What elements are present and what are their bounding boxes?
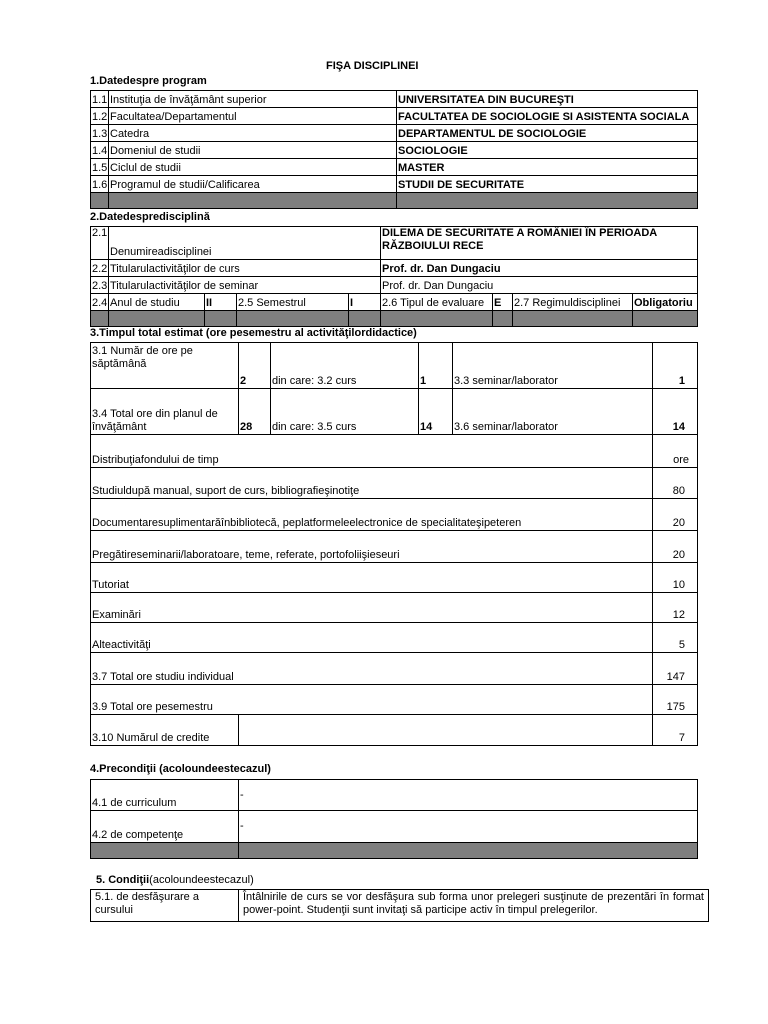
table-row (91, 227, 698, 260)
precondition-value: - (239, 780, 698, 811)
total-plan-hours-value: 28 (239, 389, 271, 435)
gray-separator-row (91, 311, 698, 327)
activity-hours: 20 (653, 531, 698, 563)
course-name-line-2: RĂZBOIULUI RECE (382, 240, 484, 252)
table-row (91, 811, 698, 843)
table-row (91, 294, 698, 311)
gray-separator-row (91, 843, 698, 859)
row-label: Ciclul de studii (109, 159, 397, 176)
year-value: II (205, 294, 237, 311)
table-row (91, 653, 698, 685)
activity-label: Studiuldupă manual, suport de curs, bibliografieşinotiţe (91, 468, 653, 499)
time-distribution-label: Distribuţiafondului de timp (91, 435, 653, 468)
activity-hours: 5 (653, 623, 698, 653)
evaluation-value: E (493, 294, 513, 311)
precondition-label: 4.2 de competenţe (91, 811, 239, 843)
total-individual-label: 3.7 Total ore studiu individual (91, 653, 653, 685)
credits-value: 7 (653, 715, 698, 746)
credits-label: 3.10 Numărul de credite (91, 715, 239, 746)
row-number: 2.4 (91, 294, 109, 311)
row-label: Titularulactivităţilor de curs (109, 260, 381, 277)
row-number: 1.3 (91, 125, 109, 142)
seminar-hours-value: 1 (653, 343, 698, 389)
row-number: 1.4 (91, 142, 109, 159)
evaluation-label: 2.6 Tipul de evaluare (381, 294, 493, 311)
row-label: Titularulactivităţilor de seminar (109, 277, 381, 294)
total-semester-value: 175 (653, 685, 698, 715)
section-3-heading: 3.Timpul total estimat (ore pesemestru al activităţilordidactice) (90, 327, 417, 339)
row-label: Facultatea/Departamentul (109, 108, 397, 125)
table-row (91, 125, 698, 142)
table-row (91, 260, 698, 277)
section-1-table (90, 90, 698, 209)
course-total-label: din care: 3.5 curs (271, 389, 419, 435)
row-value: UNIVERSITATEA DIN BUCUREŞTI (397, 91, 698, 108)
row-value: Prof. dr. Dan Dungaciu (381, 260, 698, 277)
precondition-value: - (239, 811, 698, 843)
condition-value: Întâlnirile de curs se vor desfăşura sub forma unor prelegeri susţinute de prezentări în format power-point. Studenţii sunt invitaţi să participe activ în timpul prelegerilor. (239, 890, 709, 922)
table-row (91, 435, 698, 468)
table-row (91, 531, 698, 563)
row-label: Denumireadisciplinei (109, 227, 381, 260)
row-value: MASTER (397, 159, 698, 176)
course-name (381, 227, 698, 260)
seminar-total-label: 3.6 seminar/laborator (453, 389, 653, 435)
table-row (91, 780, 698, 811)
row-value: FACULTATEA DE SOCIOLOGIE SI ASISTENTA SOCIALA (397, 108, 698, 125)
row-number: 2.2 (91, 260, 109, 277)
table-row (91, 623, 698, 653)
seminar-hours-label: 3.3 seminar/laborator (453, 343, 653, 389)
row-number: 1.5 (91, 159, 109, 176)
section-4-heading: 4.Precondiţii (acoloundeestecazul) (90, 763, 271, 775)
row-value: STUDII DE SECURITATE (397, 176, 698, 193)
section-2-table (90, 226, 698, 327)
condition-label: 5.1. de desfăşurare a cursului (91, 890, 239, 922)
course-name-line-1: DILEMA DE SECURITATE A ROMÂNIEI ÎN PERIOADA (382, 227, 658, 239)
semester-label: 2.5 Semestrul (237, 294, 349, 311)
table-row (91, 715, 698, 746)
activity-hours: 10 (653, 563, 698, 593)
semester-value: I (349, 294, 381, 311)
total-individual-value: 147 (653, 653, 698, 685)
table-row (91, 159, 698, 176)
row-value: SOCIOLOGIE (397, 142, 698, 159)
gray-separator-row (91, 193, 698, 209)
section-5-heading-bold: 5. Condiţii (96, 874, 150, 886)
section-5-heading-note: (acoloundeestecazul) (149, 874, 254, 886)
row-number: 1.2 (91, 108, 109, 125)
document-title: FIŞA DISCIPLINEI (326, 60, 419, 72)
section-4-table (90, 779, 698, 859)
course-total-value: 14 (419, 389, 453, 435)
seminar-total-value: 14 (653, 389, 698, 435)
row-number: 2.3 (91, 277, 109, 294)
table-row (91, 108, 698, 125)
precondition-label: 4.1 de curriculum (91, 780, 239, 811)
regime-label: 2.7 Regimuldisciplinei (513, 294, 633, 311)
section-3-table (90, 342, 698, 746)
activity-hours: 12 (653, 593, 698, 623)
course-hours-value: 1 (419, 343, 453, 389)
table-row (91, 563, 698, 593)
row-number: 2.1 (91, 227, 109, 260)
table-row (91, 91, 698, 108)
table-row (91, 593, 698, 623)
section-5-table (90, 889, 709, 922)
year-label: Anul de studiu (109, 294, 205, 311)
table-row (91, 499, 698, 531)
table-row (91, 890, 709, 922)
activity-label: Documentaresuplimentarăînbibliotecă, peplatformeleelectronice de specialitateşipeteren (91, 499, 653, 531)
row-value: Prof. dr. Dan Dungaciu (381, 277, 698, 294)
activity-label: Examinări (91, 593, 653, 623)
activity-label: Pregătireseminarii/laboratoare, teme, referate, portofoliişieseuri (91, 531, 653, 563)
section-2-heading: 2.Datedespredisciplină (90, 211, 210, 223)
activity-hours: 20 (653, 499, 698, 531)
table-row (91, 142, 698, 159)
table-row (91, 685, 698, 715)
section-1-heading: 1.Datedespre program (90, 75, 207, 87)
activity-hours: 80 (653, 468, 698, 499)
row-label: Programul de studii/Calificarea (109, 176, 397, 193)
row-number: 1.6 (91, 176, 109, 193)
activity-label: Tutoriat (91, 563, 653, 593)
time-distribution-unit: ore (653, 435, 698, 468)
row-label: Instituţia de învăţământ superior (109, 91, 397, 108)
row-label: Domeniul de studii (109, 142, 397, 159)
row-value: DEPARTAMENTUL DE SOCIOLOGIE (397, 125, 698, 142)
table-row (91, 468, 698, 499)
table-row (91, 343, 698, 389)
table-row (91, 176, 698, 193)
total-semester-label: 3.9 Total ore pesemestru (91, 685, 653, 715)
weekly-hours-label: 3.1 Număr de ore pe săptămână (91, 343, 239, 389)
table-row (91, 277, 698, 294)
activity-label: Alteactivităţi (91, 623, 653, 653)
regime-value: Obligatoriu (633, 294, 698, 311)
row-label: Catedra (109, 125, 397, 142)
weekly-hours-value: 2 (239, 343, 271, 389)
total-plan-hours-label: 3.4 Total ore din planul de învăţământ (91, 389, 239, 435)
row-number: 1.1 (91, 91, 109, 108)
section-5-heading (96, 874, 254, 886)
course-hours-label: din care: 3.2 curs (271, 343, 419, 389)
table-row (91, 389, 698, 435)
